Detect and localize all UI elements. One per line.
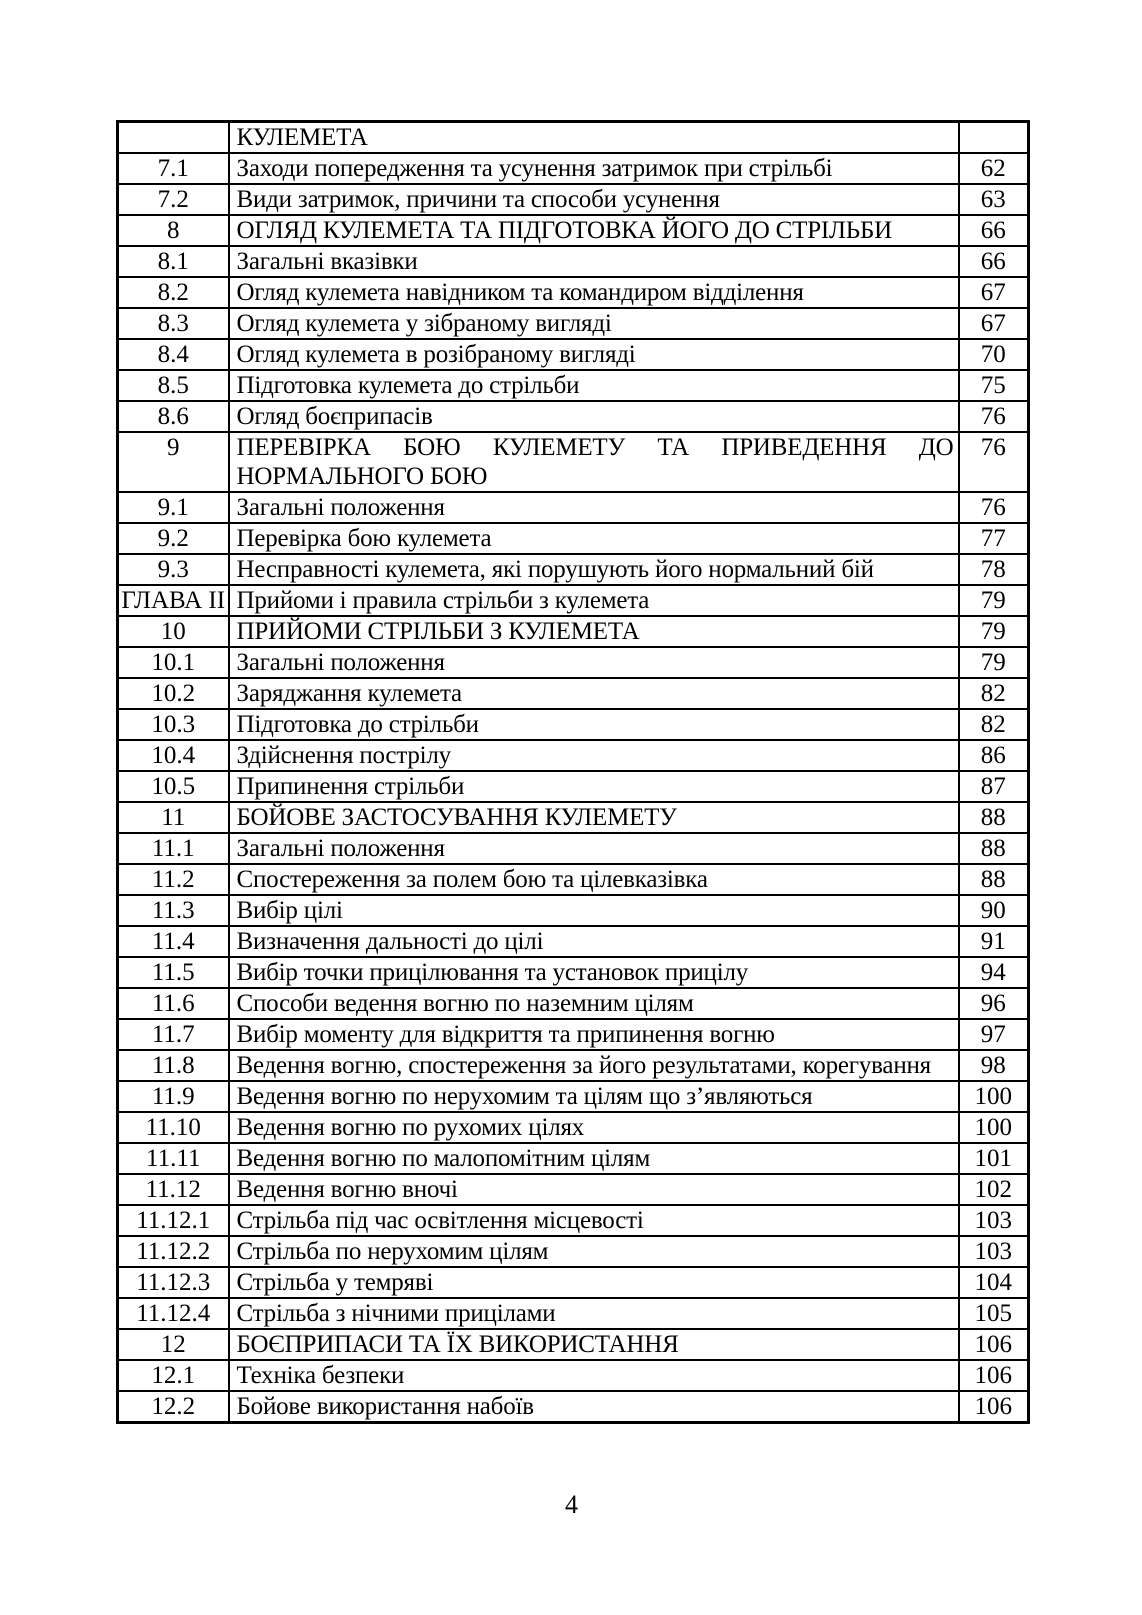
toc-row-page: 76 (959, 492, 1029, 523)
toc-row-page: 106 (959, 1360, 1029, 1391)
toc-row-title: Здійснення пострілу (229, 740, 959, 771)
toc-row-number: 11.12.2 (118, 1236, 229, 1267)
toc-row (118, 1205, 1029, 1236)
toc-row-title: Прийоми і правила стрільби з кулемета (229, 585, 959, 616)
toc-row-number: 11.8 (118, 1050, 229, 1081)
toc-row (118, 802, 1029, 833)
toc-row-number: 8.3 (118, 308, 229, 339)
toc-row-page: 91 (959, 926, 1029, 957)
toc-row-page: 77 (959, 523, 1029, 554)
toc-row (118, 709, 1029, 740)
page-number: 4 (565, 1490, 578, 1519)
toc-row-page: 104 (959, 1267, 1029, 1298)
toc-row-title: Перевірка бою кулемета (229, 523, 959, 554)
toc-row-number: 11 (118, 802, 229, 833)
toc-row-title: Ведення вогню по малопомітним цілям (229, 1143, 959, 1174)
toc-row-title: БОЙОВЕ ЗАСТОСУВАННЯ КУЛЕМЕТУ (229, 802, 959, 833)
toc-row-number: 9.3 (118, 554, 229, 585)
toc-row-page: 103 (959, 1205, 1029, 1236)
toc-row-title: Огляд кулемета в розібраному вигляді (229, 339, 959, 370)
toc-row (118, 339, 1029, 370)
toc-row-page: 103 (959, 1236, 1029, 1267)
toc-row (118, 864, 1029, 895)
toc-row-title: Бойове використання набоїв (229, 1391, 959, 1423)
toc-row (118, 895, 1029, 926)
toc-row-number: 9.2 (118, 523, 229, 554)
toc-row-page: 79 (959, 647, 1029, 678)
toc-row (118, 308, 1029, 339)
toc-row-title: Підготовка кулемета до стрільби (229, 370, 959, 401)
toc-row-page: 67 (959, 277, 1029, 308)
toc-row (118, 554, 1029, 585)
toc-row (118, 523, 1029, 554)
toc-row-page: 88 (959, 864, 1029, 895)
toc-row-number: 11.1 (118, 833, 229, 864)
toc-row-page: 101 (959, 1143, 1029, 1174)
toc-row-page: 70 (959, 339, 1029, 370)
toc-row (118, 1267, 1029, 1298)
toc-row-page (959, 122, 1029, 154)
toc-row-number: 11.12.1 (118, 1205, 229, 1236)
toc-row-title: Визначення дальності до цілі (229, 926, 959, 957)
toc-row-number: 11.12.3 (118, 1267, 229, 1298)
toc-row-number: 11.4 (118, 926, 229, 957)
toc-row-page: 78 (959, 554, 1029, 585)
toc-row-title: ПЕРЕВІРКА БОЮ КУЛЕМЕТУ ТА ПРИВЕДЕННЯ ДО НОРМАЛЬНОГО БОЮ (229, 432, 959, 492)
toc-row (118, 926, 1029, 957)
toc-row (118, 1143, 1029, 1174)
toc-row-number: 11.11 (118, 1143, 229, 1174)
toc-row-number: 8.4 (118, 339, 229, 370)
toc-row (118, 1360, 1029, 1391)
toc-row-page: 100 (959, 1081, 1029, 1112)
toc-row-number: 9.1 (118, 492, 229, 523)
toc-row-title: Стрільба під час освітлення місцевості (229, 1205, 959, 1236)
toc-row-title: Загальні положення (229, 833, 959, 864)
toc-row-number (118, 122, 229, 154)
toc-row (118, 678, 1029, 709)
toc-row-page: 97 (959, 1019, 1029, 1050)
toc-row-title: Техніка безпеки (229, 1360, 959, 1391)
toc-row-page: 87 (959, 771, 1029, 802)
toc-row-title: Вибір точки прицілювання та установок прицілу (229, 957, 959, 988)
toc-row-title: Ведення вогню, спостереження за його результатами, корегування (229, 1050, 959, 1081)
toc-row-page: 94 (959, 957, 1029, 988)
toc-row-title: Стрільба у темряві (229, 1267, 959, 1298)
toc-row (118, 1236, 1029, 1267)
toc-row-page: 90 (959, 895, 1029, 926)
toc-row-page: 106 (959, 1391, 1029, 1423)
toc-row-number: 11.5 (118, 957, 229, 988)
toc-row-page: 79 (959, 616, 1029, 647)
toc-row-page: 75 (959, 370, 1029, 401)
toc-table (116, 120, 1030, 1424)
toc-row (118, 401, 1029, 432)
toc-row-number: 10.1 (118, 647, 229, 678)
toc-row-number: 8.2 (118, 277, 229, 308)
toc-row-title: Вибір цілі (229, 895, 959, 926)
toc-row-number: 11.12.4 (118, 1298, 229, 1329)
toc-row-page: 82 (959, 678, 1029, 709)
toc-row-title: Ведення вогню по нерухомим та цілям що з’являються (229, 1081, 959, 1112)
toc-row-page: 82 (959, 709, 1029, 740)
toc-row-title: Загальні вказівки (229, 246, 959, 277)
toc-row (118, 492, 1029, 523)
toc-row-page: 98 (959, 1050, 1029, 1081)
toc-row-title: Загальні положення (229, 647, 959, 678)
toc-row-title: ПРИЙОМИ СТРІЛЬБИ З КУЛЕМЕТА (229, 616, 959, 647)
toc-row (118, 277, 1029, 308)
toc-row-number: 8.5 (118, 370, 229, 401)
toc-row-title: Заряджання кулемета (229, 678, 959, 709)
toc-row (118, 1391, 1029, 1423)
toc-row-number: 11.6 (118, 988, 229, 1019)
toc-row (118, 771, 1029, 802)
toc-row-number: 10.3 (118, 709, 229, 740)
toc-row-number: 11.12 (118, 1174, 229, 1205)
toc-row-title: Вибір моменту для відкриття та припинення вогню (229, 1019, 959, 1050)
toc-row-title: Ведення вогню вночі (229, 1174, 959, 1205)
toc-row-number: 11.2 (118, 864, 229, 895)
toc-row-number: 12 (118, 1329, 229, 1360)
toc-row (118, 1174, 1029, 1205)
toc-row-title: Припинення стрільби (229, 771, 959, 802)
toc-row-title: Огляд кулемета у зібраному вигляді (229, 308, 959, 339)
toc-row (118, 432, 1029, 492)
toc-row (118, 833, 1029, 864)
toc-row-page: 100 (959, 1112, 1029, 1143)
toc-row-number: 11.7 (118, 1019, 229, 1050)
toc-row (118, 370, 1029, 401)
toc-row-number: 12.2 (118, 1391, 229, 1423)
toc-row-number: 8.1 (118, 246, 229, 277)
toc-row (118, 246, 1029, 277)
toc-row-title: Несправності кулемета, які порушують його нормальний бій (229, 554, 959, 585)
toc-row-page: 63 (959, 184, 1029, 215)
toc-row-page: 79 (959, 585, 1029, 616)
toc-row-title: Види затримок, причини та способи усунення (229, 184, 959, 215)
toc-row-title: Огляд кулемета навідником та командиром відділення (229, 277, 959, 308)
toc-row-number: 9 (118, 432, 229, 492)
toc-row (118, 1112, 1029, 1143)
toc-row-title: БОЄПРИПАСИ ТА ЇХ ВИКОРИСТАННЯ (229, 1329, 959, 1360)
toc-row-page: 62 (959, 153, 1029, 184)
toc-row-number: 11.10 (118, 1112, 229, 1143)
toc-row-number: 8 (118, 215, 229, 246)
toc-row-page: 86 (959, 740, 1029, 771)
toc-row (118, 988, 1029, 1019)
toc-row (118, 740, 1029, 771)
toc-row-number: 10.5 (118, 771, 229, 802)
toc-row-number: 10 (118, 616, 229, 647)
toc-row (118, 215, 1029, 246)
toc-row-page: 66 (959, 246, 1029, 277)
toc-row-page: 88 (959, 802, 1029, 833)
toc-row (118, 1329, 1029, 1360)
toc-row (118, 1050, 1029, 1081)
toc-row-number: 11.3 (118, 895, 229, 926)
toc-row-number: 10.4 (118, 740, 229, 771)
toc-row-title: Ведення вогню по рухомих цілях (229, 1112, 959, 1143)
toc-row-page: 106 (959, 1329, 1029, 1360)
toc-row-number: 10.2 (118, 678, 229, 709)
toc-row-number: 8.6 (118, 401, 229, 432)
toc-row-title: ОГЛЯД КУЛЕМЕТА ТА ПІДГОТОВКА ЙОГО ДО СТРІЛЬБИ (229, 215, 959, 246)
toc-row-title: Стрільба з нічними прицілами (229, 1298, 959, 1329)
toc-row-page: 105 (959, 1298, 1029, 1329)
toc-row-title: КУЛЕМЕТА (229, 122, 959, 154)
toc-row-page: 96 (959, 988, 1029, 1019)
toc-row (118, 184, 1029, 215)
toc-row-page: 76 (959, 401, 1029, 432)
toc-row-number: 7.2 (118, 184, 229, 215)
toc-row-number: 11.9 (118, 1081, 229, 1112)
toc-row-title: Стрільба по нерухомим цілям (229, 1236, 959, 1267)
toc-row-title: Підготовка до стрільби (229, 709, 959, 740)
toc-row (118, 616, 1029, 647)
toc-row (118, 153, 1029, 184)
toc-row-page: 102 (959, 1174, 1029, 1205)
toc-row-number: ГЛАВА II (118, 585, 229, 616)
toc-row-page: 67 (959, 308, 1029, 339)
toc-row (118, 957, 1029, 988)
toc-row-number: 7.1 (118, 153, 229, 184)
toc-row (118, 1019, 1029, 1050)
toc-row-number: 12.1 (118, 1360, 229, 1391)
toc-row-page: 76 (959, 432, 1029, 492)
toc-row-title: Загальні положення (229, 492, 959, 523)
toc-row (118, 1081, 1029, 1112)
toc-row-title: Способи ведення вогню по наземним цілям (229, 988, 959, 1019)
toc-row (118, 585, 1029, 616)
toc-row (118, 122, 1029, 154)
toc-row-title: Огляд боєприпасів (229, 401, 959, 432)
toc-row-title: Заходи попередження та усунення затримок при стрільбі (229, 153, 959, 184)
toc-row (118, 647, 1029, 678)
toc-row (118, 1298, 1029, 1329)
toc-row-page: 66 (959, 215, 1029, 246)
toc-row-page: 88 (959, 833, 1029, 864)
toc-row-title: Спостереження за полем бою та цілевказівка (229, 864, 959, 895)
